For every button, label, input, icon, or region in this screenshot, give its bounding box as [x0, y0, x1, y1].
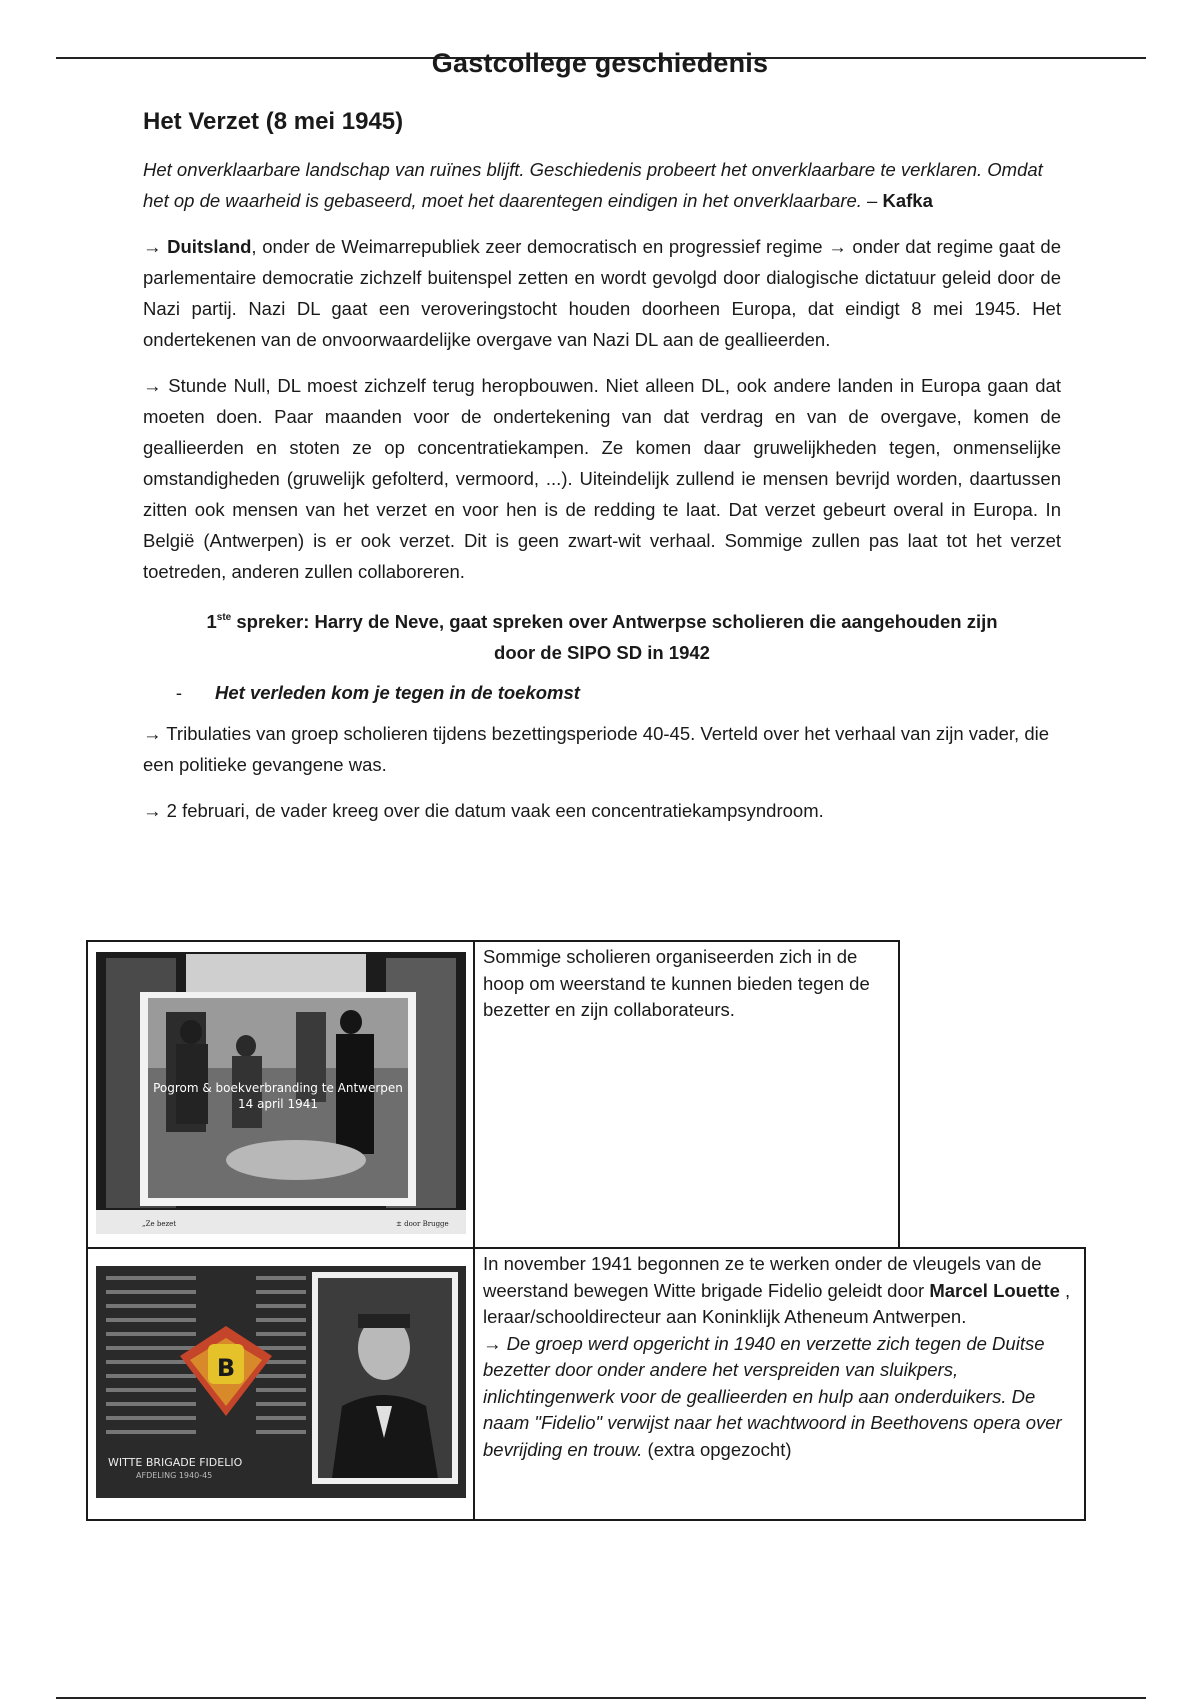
kafka-quote — [143, 154, 1061, 216]
fidelio-photo-image — [96, 1266, 466, 1498]
bullet-dash: - — [175, 682, 183, 703]
fidelio-caption: WITTE BRIGADE FIDELIO — [108, 1456, 243, 1469]
row1-text: Sommige scholieren organiseerden zich in de hoop om weerstand te kunnen bieden tegen de bezetter en zijn collaborateurs. — [483, 946, 870, 1020]
paragraph-duitsland — [143, 231, 1061, 355]
paragraph-text: , onder de Weimarrepubliek zeer democratisch en progressief regime → onder dat regime gaat de parlementaire democratie zichzelf buitenspel zetten en wordt gevolgd door dialogische dictatuur geleid door de Nazi partij. Nazi DL gaat een veroveringstocht houden doorheen Europa, dat eindigt 8 mei 1945. Het ondertekenen van de onvoorwaardelijke overgave van Nazi DL aan de geallieerden. — [143, 236, 1062, 350]
fidelio-caption-sub: AFDELING 1940-45 — [136, 1471, 213, 1480]
pogrom-photo — [96, 952, 466, 1234]
speaker-heading — [143, 602, 1061, 668]
pogrom-date: 14 april 1941 — [237, 1097, 319, 1111]
pogrom-caption: Pogrom & boekverbranding te Antwerpen — [153, 1081, 403, 1095]
pogrom-footer-right: ± door Brugge — [396, 1220, 449, 1228]
quote-author: Kafka — [882, 190, 933, 211]
row2-after: , leraar/schooldirecteur aan Koninklijk Atheneum Antwerpen. — [483, 1279, 1071, 1327]
paragraph-februari: → 2 februari, de vader kreeg over die datum vaak een concentratiekampsyndroom. — [143, 800, 824, 821]
quote-separator: – — [861, 190, 883, 211]
row2-intro: In november 1941 begonnen ze te werken onder de vleugels van de weerstand bewegen Witte brigade Fidelio geleidt door — [483, 1253, 1042, 1301]
bottom-rule — [56, 1697, 1146, 1699]
speaker-number: 1 — [206, 611, 217, 632]
table-row1-text-cell — [473, 940, 900, 1249]
fidelio-photo — [96, 1266, 466, 1498]
quote-text: Het onverklaarbare landschap van ruïnes blijft. Geschiedenis probeert het onverklaarbare te verklaren. Omdat het op de waarheid is gebaseerd, moet het daarentegen eindigen in het onverklaarbare. — [143, 159, 1043, 211]
row2-bold-name: Marcel Louette — [929, 1279, 1060, 1301]
row2-text — [475, 1249, 1084, 1465]
paragraph-stunde-null: → Stunde Null, DL moest zichzelf terug heropbouwen. Niet alleen DL, ook andere landen in Europa gaan dat moeten doen. Paar maanden voor de ondertekening van dat verdrag en van de overgave, komen de geallieerden en stoten ze op concentratiekampen. Ze komen daar gruwelijkheden tegen, onmenselijke omstandigheden (gruwelijk gefolterd, vermoord, ...). Uiteindelijk zullend ie mensen bevrijd worden, daartussen zitten ook mensen van het verzet en voor hen is de redding te laat. Dat verzet gebeurt overal in Europa. In België (Antwerpen) is er ook verzet. Dit is geen zwart-wit verhaal. Sommige zullen pas laat tot het verzet toetreden, anderen zullen collaboreren. — [143, 375, 1061, 582]
speaker-ordinal: ste — [216, 612, 232, 623]
table-row1-photo-cell — [86, 940, 475, 1249]
row2-extra: (extra opgezocht) — [642, 1438, 792, 1460]
bullet-text: Het verleden kom je tegen in de toekomst — [215, 682, 580, 703]
pogrom-footer-left: „Ze bezet — [142, 1220, 177, 1228]
pogrom-photo-image — [96, 952, 466, 1234]
bullet-item — [143, 682, 1061, 704]
emblem-letter: B — [216, 1354, 236, 1382]
section-title: Het Verzet (8 mei 1945) — [143, 108, 404, 135]
document-body — [143, 108, 1061, 841]
table-row2-photo-cell — [86, 1247, 475, 1521]
bold-term: Duitsland — [167, 236, 252, 257]
document-title: Gastcollege geschiedenis — [431, 48, 769, 78]
arrow-glyph: → — [143, 236, 168, 257]
paragraph-tribulaties: → Tribulaties van groep scholieren tijdens bezettingsperiode 40-45. Verteld over het verhaal van zijn vader, die een politieke gevangene was. — [143, 723, 1050, 775]
speaker-line2: door de SIPO SD in 1942 — [494, 642, 710, 663]
speaker-line1: spreker: Harry de Neve, gaat spreken over Antwerpse scholieren die aangehouden zijn — [231, 611, 998, 632]
table-row2-text-cell — [473, 1247, 1086, 1521]
row2-italic: → De groep werd opgericht in 1940 en verzette zich tegen de Duitse bezetter door onder andere het verspreiden van sluikpers, inlichtingenwerk voor de geallieerden en hulp aan onderduikers. De naam "Fidelio" verwijst naar het wachtwoord in Beethovens opera over bevrijding en trouw. — [483, 1332, 1062, 1460]
